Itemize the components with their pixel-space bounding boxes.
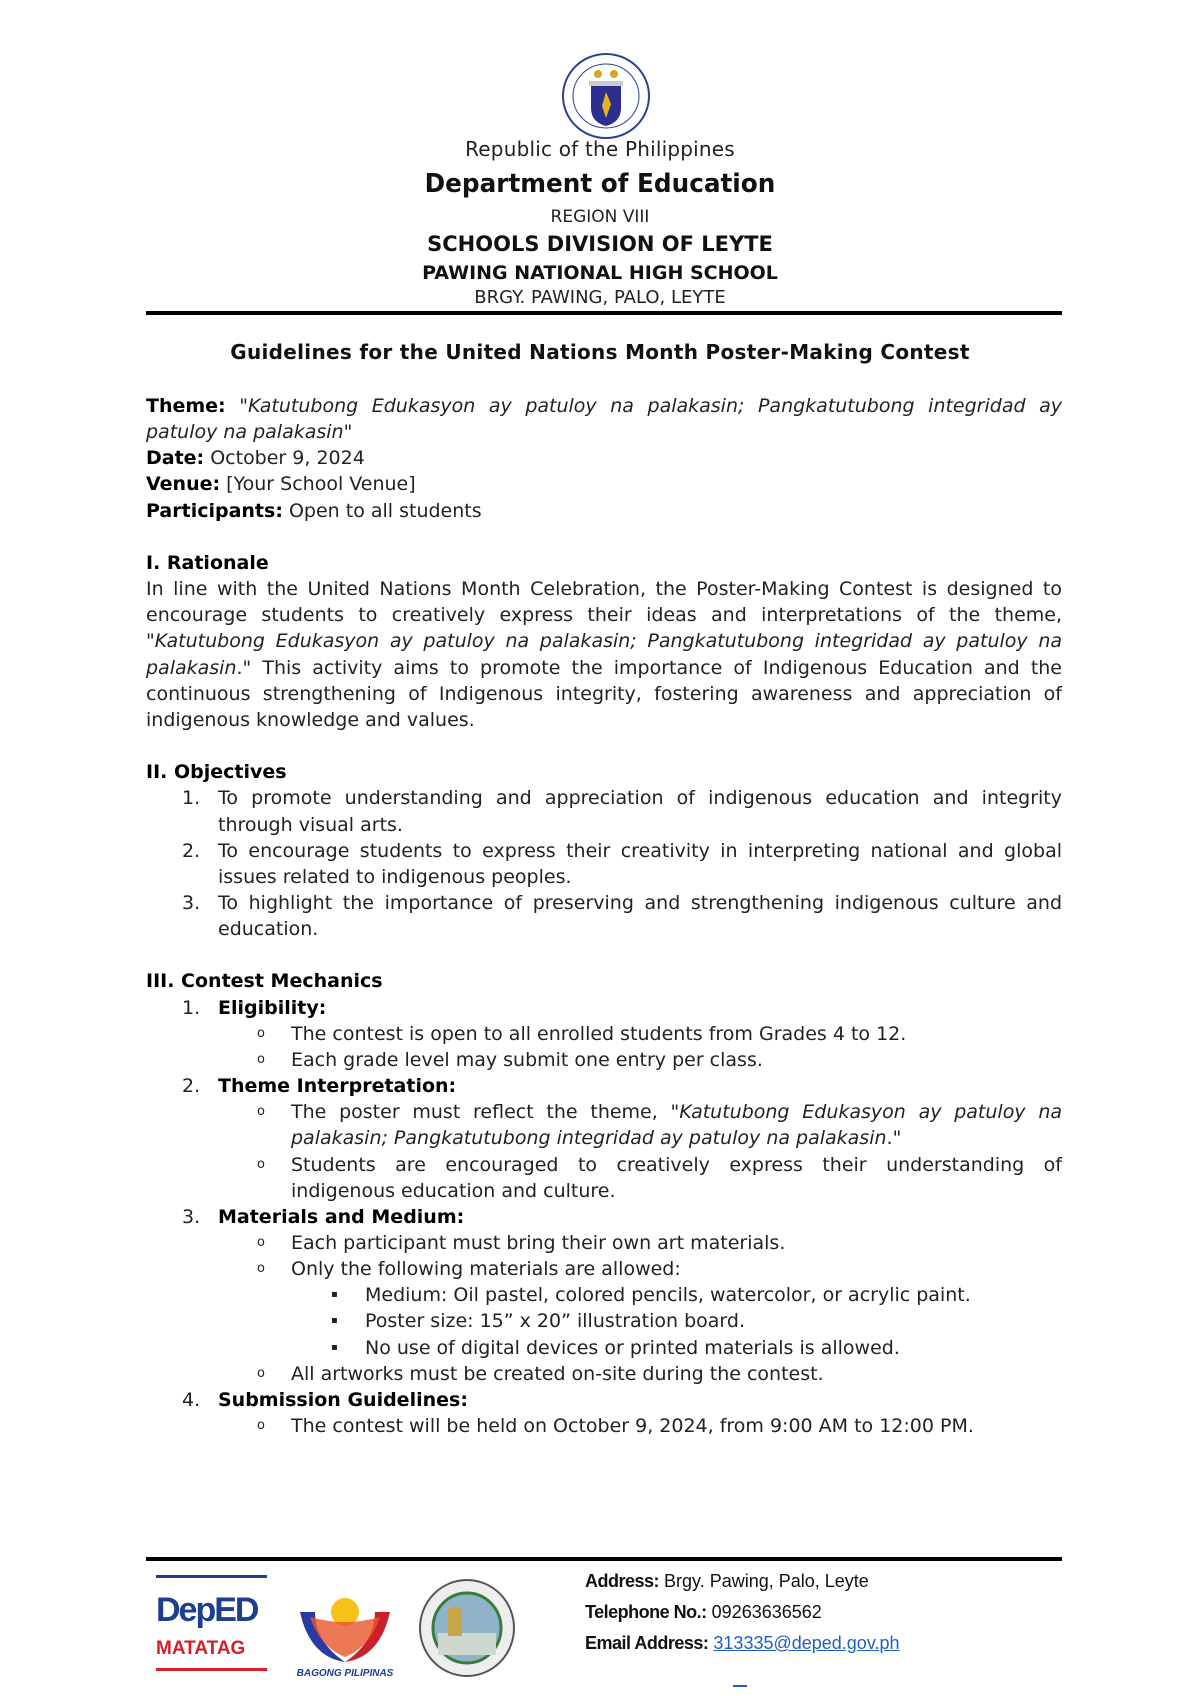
email-link[interactable]: 313335@deped.gov.ph [713,1633,900,1653]
region-heading: REGION VIII [550,207,650,227]
objectives-heading: II. Objectives [146,761,287,784]
school-heading: PAWING NATIONAL HIGH SCHOOL [422,262,778,284]
bullet-item: o Each grade level may submit one entry per class. [257,1048,763,1071]
bullet-item: o All artworks must be created on-site during the contest. [257,1362,824,1385]
mechanics-section: 1. Eligibility: [182,996,327,1019]
department-heading: Department of Education [424,169,776,199]
school-address: BRGY. PAWING, PALO, LEYTE [474,287,726,308]
mechanics-section: 3. Materials and Medium: [182,1205,465,1228]
bullet-item: o Students are encouraged to creatively express their understanding of indigenous education and culture. [257,1153,1062,1202]
bullet-item: o Only the following materials are allowed: [257,1258,681,1281]
deped-matatag-logo: DepED MATATAG [156,1575,267,1679]
mechanics-heading: III. Contest Mechanics [146,970,383,993]
sub-bullet-item: ▪ No use of digital devices or printed materials is allowed. [331,1336,900,1359]
objective-item: 1. To promote understanding and appreciation of indigenous education and integrity through visual arts. [182,787,1062,836]
republic-heading: Republic of the Philippines [465,137,735,161]
bullet-item: o The contest is open to all enrolled students from Grades 4 to 12. [257,1022,907,1045]
bagong-pilipinas-logo: BAGONG PILIPINAS [290,1572,400,1680]
bullet-item: o The contest will be held on October 9, 2024, from 9:00 AM to 12:00 PM. [257,1415,974,1438]
header-divider [146,311,1062,315]
footer-email: Email Address: 313335@deped.gov.ph [585,1633,900,1653]
participants-line: Participants: Open to all students [146,499,482,522]
link-underline-mark [733,1685,747,1687]
mechanics-section: 2. Theme Interpretation: [182,1075,457,1098]
sub-bullet-item: ▪ Poster size: 15” x 20” illustration board. [331,1310,745,1333]
division-heading: SCHOOLS DIVISION OF LEYTE [427,232,773,256]
objective-item: 3. To highlight the importance of preserving and strengthening indigenous culture and education. [182,891,1062,941]
footer-telephone: Telephone No.: 09263636562 [585,1602,822,1622]
rationale-text: In line with the United Nations Month Celebration, the Poster-Making Contest is designed to encourage students to creatively express their ideas and interpretations of the theme, "Katutubong Edukasyon ay patuloy na palakasin; Pangkatutubong integridad ay patuloy na palakasin." This activity aims to promote the importance of Indigenous Education and the continuous strengthening of Indigenous integrity, fostering awareness and appreciation of indigenous knowledge and values. [146,578,1062,731]
footer-divider [146,1557,1062,1561]
bullet-item: o Each participant must bring their own art materials. [257,1232,786,1254]
rationale-heading: I. Rationale [146,551,269,574]
date-line: Date: October 9, 2024 [146,447,365,470]
sub-bullet-item: ▪ Medium: Oil pastel, colored pencils, watercolor, or acrylic paint. [331,1284,971,1307]
document-title: Guidelines for the United Nations Month Poster-Making Contest [230,340,970,364]
footer-address: Address: Brgy. Pawing, Palo, Leyte [585,1571,869,1591]
mechanics-section: 4. Submission Guidelines: [182,1388,468,1411]
bullet-item: o The poster must reflect the theme, "Katutubong Edukasyon ay patuloy na palakasin; Pangkatutubong integridad ay patuloy na palakasin." [257,1101,1062,1150]
document-body [146,393,1062,1439]
school-seal-logo [418,1578,516,1678]
objective-item: 2. To encourage students to express their creativity in interpreting national and global issues related to indigenous peoples. [182,839,1062,888]
theme-line: Theme: "Katutubong Edukasyon ay patuloy na palakasin; Pangkatutubong integridad ay patuloy na palakasin" [146,395,1062,444]
deped-seal-logo [561,52,651,140]
venue-line: Venue: [Your School Venue] [146,473,416,496]
